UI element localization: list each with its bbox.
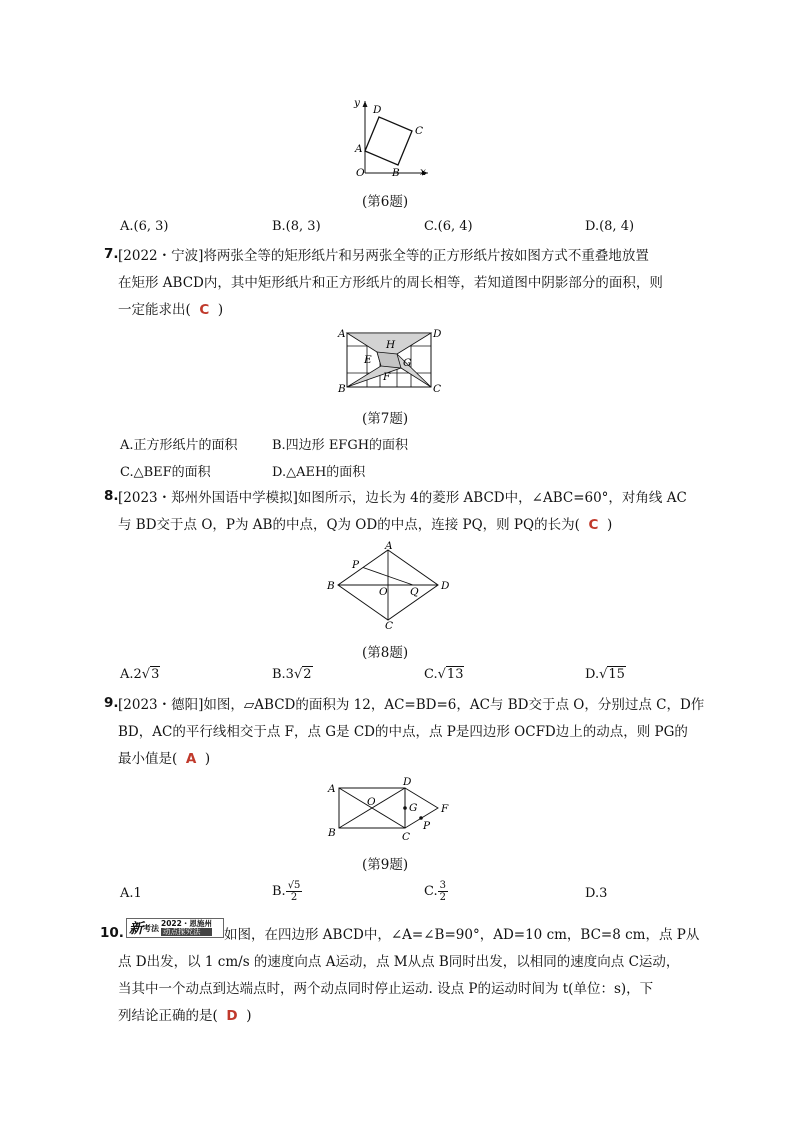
- q10-line-3: 当其中一个动点到达端点时，两个动点同时停止运动. 设点 P的运动时间为 t(单位：s)，下: [118, 981, 654, 997]
- fig9-caption: (第9题): [362, 857, 409, 873]
- q9-option-a: A.1: [120, 886, 142, 901]
- q8-line-1: [2023・郑州外国语中学模拟]如图所示，边长为 4的菱形 ABCD中，∠ABC=60°，对角线 AC: [118, 490, 687, 506]
- fig6-label-d: D: [373, 104, 382, 116]
- q8-option-a: A.2√3: [120, 667, 160, 682]
- fig6-label-b: B: [392, 167, 400, 179]
- fig9-label-a: A: [328, 783, 336, 795]
- fig8-caption: (第8题): [362, 645, 409, 661]
- q10-number: 10.: [100, 925, 124, 941]
- q9-line-3: [118, 749, 210, 769]
- fig7-label-g: G: [403, 357, 412, 369]
- q6-option-b: B.(8, 3): [272, 219, 321, 234]
- fig9-label-d: D: [403, 776, 412, 788]
- q9-answer: A: [185, 751, 197, 767]
- figure-8: [320, 540, 460, 632]
- fig7-label-c: C: [433, 383, 442, 395]
- q10-line-4: [118, 1006, 251, 1026]
- q7-option-c: C.△BEF的面积: [120, 465, 211, 480]
- q9-stem-end: 最小值是(: [118, 751, 178, 767]
- q7-option-d: D.△AEH的面积: [272, 465, 366, 480]
- q8-line-2: [118, 515, 612, 535]
- fig8-label-a: A: [385, 540, 393, 552]
- fig9-label-f: F: [441, 803, 449, 815]
- fig7-caption: (第7题): [362, 411, 409, 427]
- q8-answer: C: [588, 517, 599, 533]
- fig8-label-c: C: [385, 620, 394, 632]
- q6-option-a: A.(6, 3): [120, 219, 169, 234]
- q8-paren-close: ): [606, 517, 613, 533]
- q9-line-2: BD，AC的平行线相交于点 F，点 G是 CD的中点，点 P是四边形 OCFD边上的动点，则 PG的: [118, 724, 688, 740]
- fig6-label-y: y: [354, 97, 360, 109]
- q10-answer: D: [226, 1008, 238, 1024]
- figure-6: [340, 95, 440, 185]
- q6-option-d: D.(8, 4): [585, 219, 635, 234]
- fig7-label-b: B: [338, 383, 346, 395]
- figure-9: [325, 776, 460, 846]
- fig9-label-g: G: [409, 802, 418, 814]
- q10-line-1: 如图，在四边形 ABCD中，∠A=∠B=90°，AD=10 cm，BC=8 cm，点 P从: [224, 927, 700, 943]
- fig7-label-a: A: [338, 328, 346, 340]
- q9-option-b: B. $\frac{√5}{2}$: [272, 880, 301, 903]
- q7-stem-end: 一定能求出(: [118, 302, 191, 318]
- fig6-caption: (第6题): [362, 194, 409, 210]
- q7-line-1: [2022・宁波]将两张全等的矩形纸片和另两张全等的正方形纸片按如图方式不重叠地放置: [118, 248, 649, 264]
- q7-number: 7.: [104, 246, 119, 262]
- new-method-badge: 新 考法 2022・恩施州 动点探究法: [126, 918, 224, 938]
- q7-answer: C: [199, 302, 210, 318]
- q9-paren-close: ): [204, 751, 211, 767]
- fig6-label-c: C: [415, 125, 424, 137]
- q8-option-d: D.√15: [585, 667, 625, 682]
- q7-option-a: A.正方形纸片的面积: [120, 438, 238, 453]
- fig6-label-a: A: [355, 143, 363, 155]
- fig8-label-o: O: [379, 586, 388, 598]
- fig6-label-x: x: [420, 166, 426, 178]
- fig8-label-b: B: [327, 580, 335, 592]
- q7-line-3: [118, 300, 223, 320]
- q8-stem-end: 与 BD交于点 O，P为 AB的中点，Q为 OD的中点，连接 PQ，则 PQ的长为(: [118, 517, 580, 533]
- q9-line-1: [2023・德阳]如图，▱ABCD的面积为 12，AC=BD=6，AC与 BD交于点 O，分别过点 C，D作: [118, 697, 705, 713]
- fig7-label-e: E: [364, 354, 372, 366]
- q9-option-c: C. $\frac{3}{2}$: [424, 880, 446, 903]
- fig9-label-o: O: [367, 796, 376, 808]
- fig9-label-p: P: [423, 820, 431, 832]
- q10-stem-end: 列结论正确的是(: [118, 1008, 218, 1024]
- fig7-label-h: H: [386, 339, 396, 351]
- q10-paren-close: ): [246, 1008, 252, 1024]
- figure-7: [333, 326, 448, 396]
- fig7-label-d: D: [433, 328, 442, 340]
- q9-number: 9.: [104, 695, 119, 711]
- q7-paren-close: ): [217, 302, 224, 318]
- q6-option-c: C.(6, 4): [424, 219, 473, 234]
- fig9-label-b: B: [328, 827, 336, 839]
- fig6-label-o: O: [356, 167, 365, 179]
- q7-option-b: B.四边形 EFGH的面积: [272, 438, 409, 453]
- fig7-label-f: F: [383, 371, 391, 383]
- q8-number: 8.: [104, 488, 119, 504]
- fig8-label-d: D: [441, 580, 450, 592]
- q10-line-2: 点 D出发，以 1 cm/s 的速度向点 A运动，点 M从点 B同时出发，以相同的速度向点 C运动，: [118, 954, 680, 970]
- fig9-label-c: C: [402, 831, 411, 843]
- q9-option-d: D.3: [585, 886, 608, 901]
- fig8-label-q: Q: [410, 586, 419, 598]
- q8-option-c: C.√13: [424, 667, 464, 682]
- q7-line-2: 在矩形 ABCD内，其中矩形纸片和正方形纸片的周长相等，若知道图中阴影部分的面积，则: [118, 275, 663, 291]
- q8-option-b: B.3√2: [272, 667, 312, 682]
- fig8-label-p: P: [352, 559, 360, 571]
